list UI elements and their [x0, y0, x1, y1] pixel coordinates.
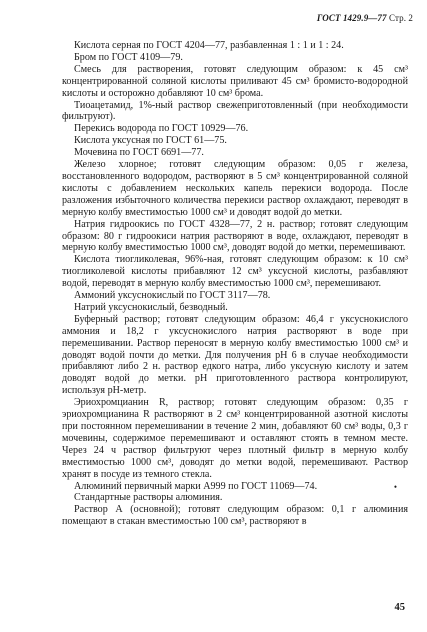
paragraph: Буферный раствор; готовят следующим образом: 46,4 г уксуснокислого аммония и 18,2 г уксуснокислого натрия растворяют в воде при перемешивании. Раствор переносят в мерную колбу вместимостью 1000 см³ и доводят водой почти до метки. Для получения pH 6 в случае необходимости прибавляют либо 2 н. раствор едкого натра, либо уксусную кислоту и затем доводят водой до метки. pH приготовленного раствора контролируют, используя pH-метр. [62, 313, 408, 397]
paragraph: Кислота уксусная по ГОСТ 61—75. [74, 135, 227, 147]
paragraph: Кислота тиогликолевая, 96%-ная, готовят следующим образом: к 10 см³ тиогликолевой кислоты прибавляют 12 см³ уксусной кислоты, разбавляют водой, переводят в мерную колбу вместимостью 1000 см³, перемешивают. [62, 254, 408, 290]
paragraph: Раствор А (основной); готовят следующим образом: 0,1 г алюминия помещают в стакан вместимостью 100 см³, растворяют в [62, 504, 408, 528]
paragraph: Перекись водорода по ГОСТ 10929—76. [74, 123, 249, 135]
page-header [317, 13, 413, 23]
paragraph: Смесь для растворения, готовят следующим образом: к 45 см³ концентрированной соляной кислоты приливают 45 см³ бромисто-водородной кислоты и осторожно добавляют 10 см³ брома. [62, 63, 408, 99]
paragraph: Кислота серная по ГОСТ 4204—77, разбавленная 1 : 1 и 1 : 24. [74, 40, 344, 51]
paragraph: Эриохромцианин R, раствор; готовят следующим образом: 0,35 г эриохромцианина R растворяют в 2 см³ концентрированной азотной кислоты при постоянном перемешивании в течение 2 мин, добавляют 60 см³ воды, 0,3 г мочевины, содержимое перемешивают и оставляют стоять в темном месте. Через 24 ч раствор фильтруют через плотный фильтр в мерную колбу вместимостью 1000 см³, доводят до метки водой, перемешивают. Раствор хранят в посуде из темного стекла. [62, 397, 408, 480]
page-number: 45 [394, 602, 405, 613]
paragraph: Натрий уксуснокислый, безводный. [74, 301, 228, 313]
paragraph: Железо хлорное; готовят следующим образом: 0,05 г железа, восстановленного водородом, растворяют в 5 см³ концентрированной соляной кислоты с добавлением нескольких капель перекиси водорода. После разложения избыточного количества перекиси раствор охлаждают, переводят в мерную колбу вместимостью 1000 см³ и доводят водой до метки. [62, 159, 408, 218]
paragraph: Алюминий первичный марки А999 по ГОСТ 11069—74. [74, 480, 318, 492]
document-body [62, 40, 408, 528]
paragraph: Стандартные растворы алюминия. [74, 492, 223, 504]
page-label: Стр. 2 [388, 13, 413, 23]
paragraph: Тиоацетамид, 1%-ный раствор свежеприготовленный (при необходимости фильтруют). [62, 99, 408, 123]
paragraph: Бром по ГОСТ 4109—79. [74, 51, 183, 63]
paragraph: Натрия гидроокись по ГОСТ 4328—77, 2 н. раствор; готовят следующим образом: 80 г гидроокиси натрия растворяют в воде, охлаждают, переводят в мерную колбу вместимостью 1000 см³, доводят водой до метки, перемешивают. [62, 218, 408, 254]
margin-mark: • [393, 482, 397, 492]
standard-number: ГОСТ 1429.9—77 [316, 13, 387, 23]
paragraph: Аммоний уксуснокислый по ГОСТ 3117—78. [74, 290, 271, 302]
paragraph: Мочевина по ГОСТ 6691—77. [74, 147, 204, 159]
